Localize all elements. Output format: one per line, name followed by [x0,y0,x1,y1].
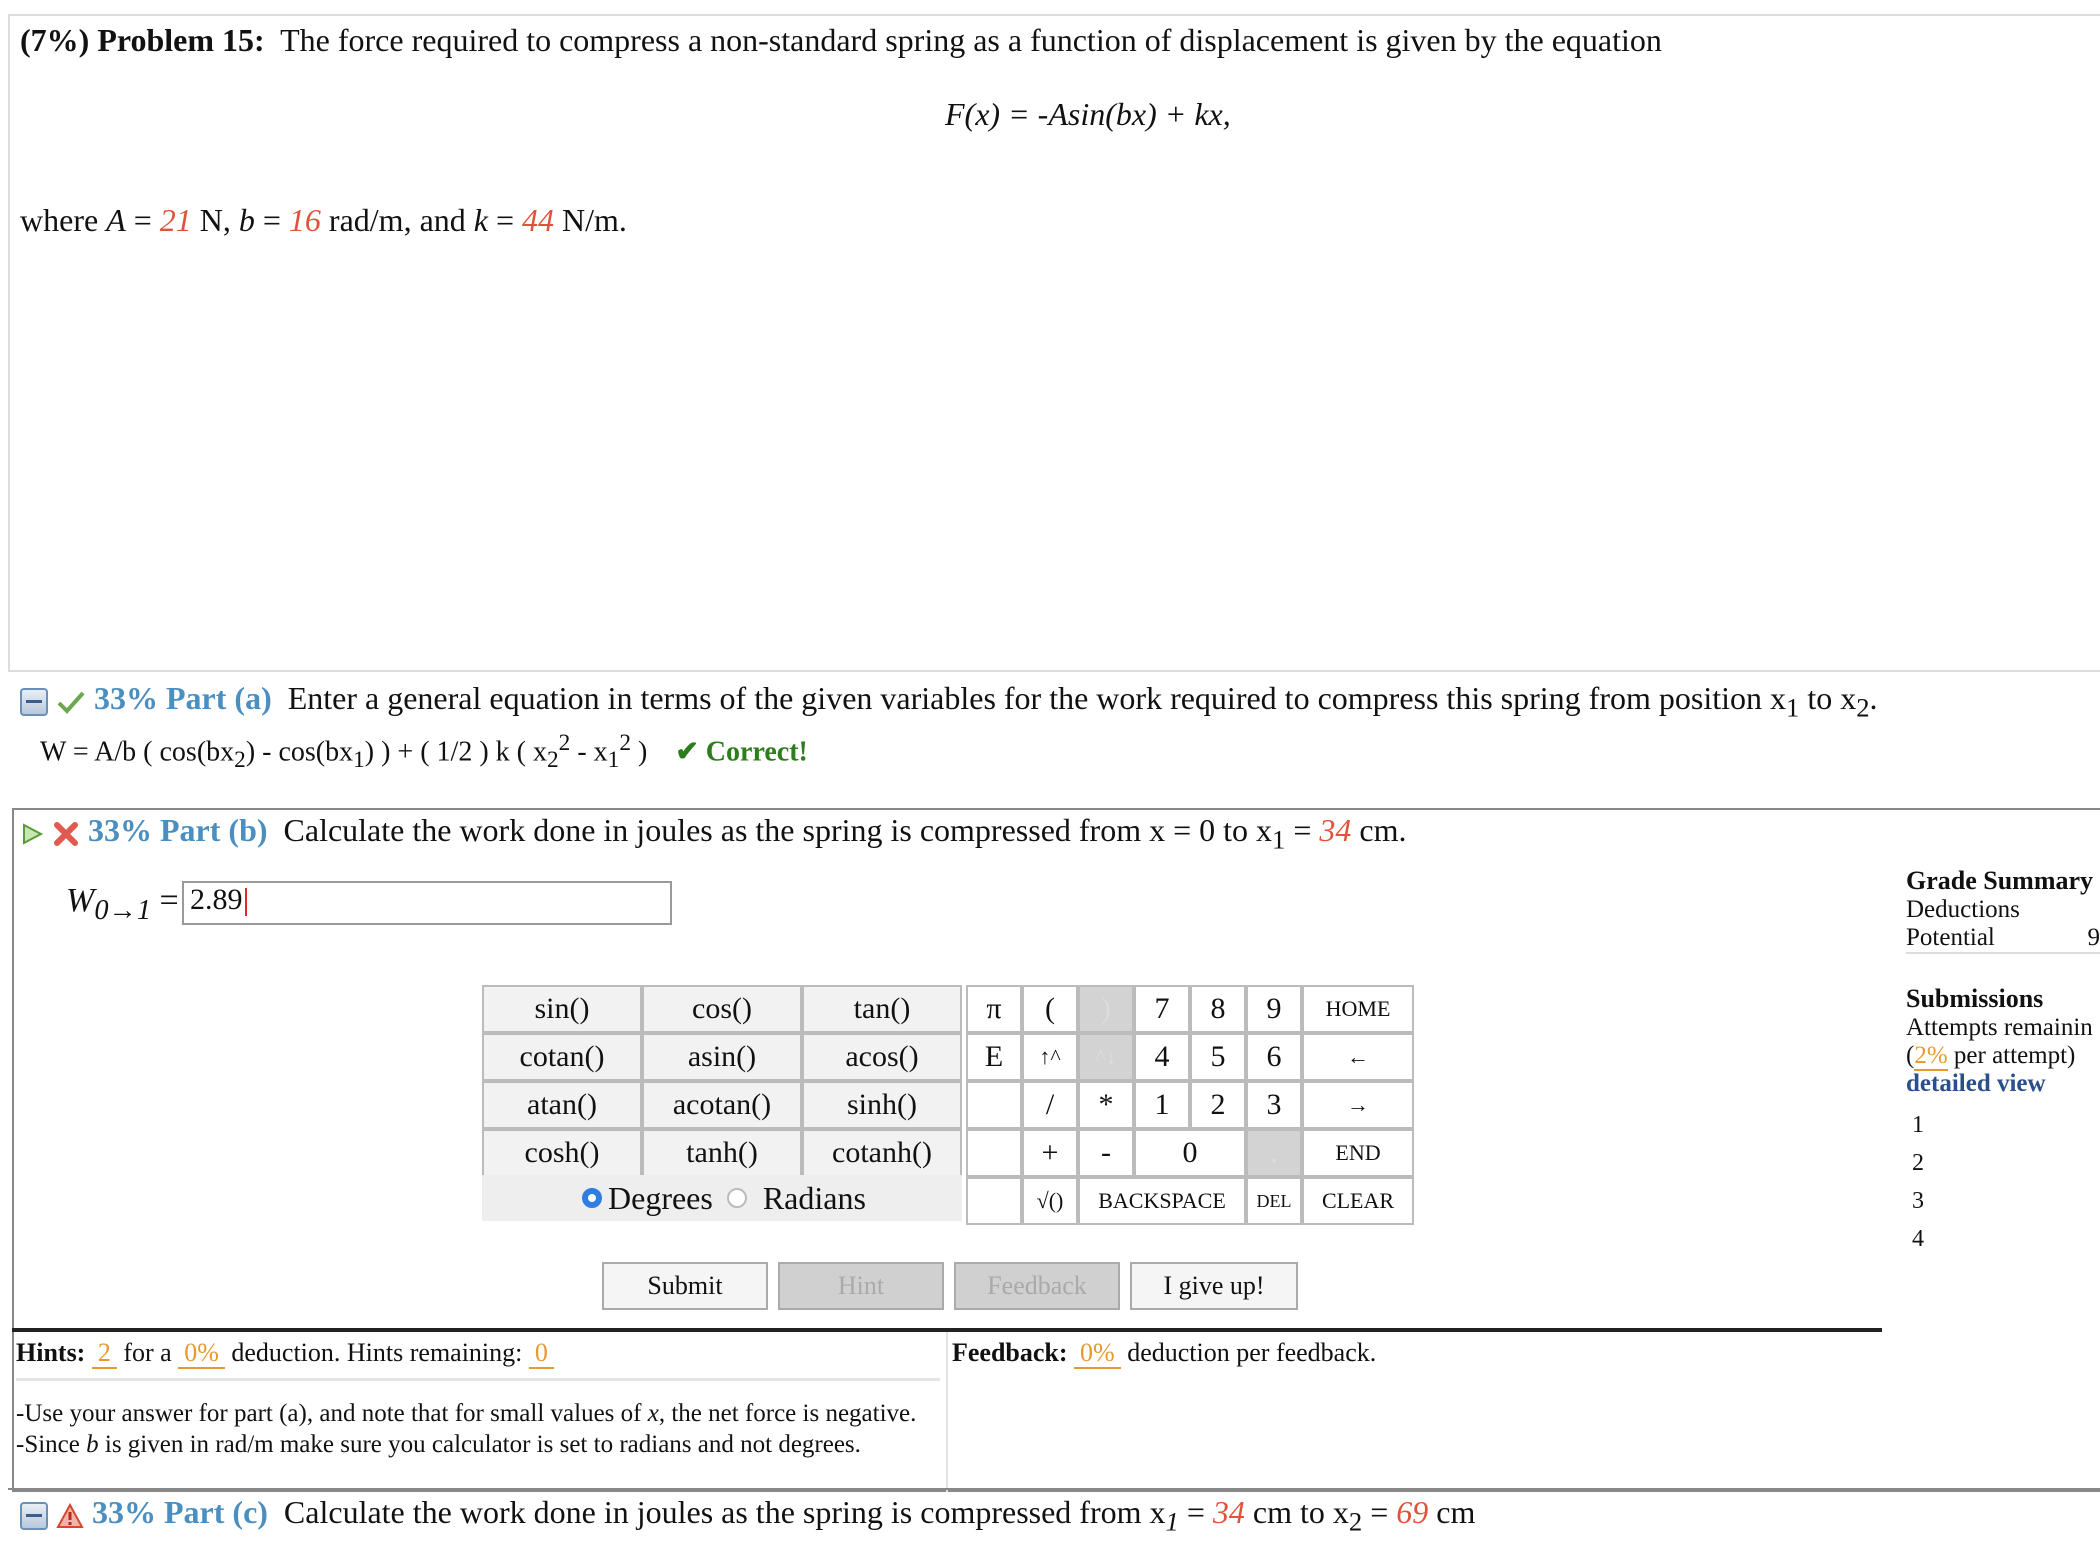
key-cosh[interactable]: cosh() [482,1129,642,1177]
per-attempt-open: ( [1906,1042,1914,1069]
sub: 1 [1786,692,1799,722]
attempt-row: 1 [1906,1112,2100,1150]
key-2[interactable]: 2 [1190,1081,1246,1129]
b-label: b [239,202,255,238]
part-c-label: Part (c) [164,1494,268,1530]
radians-label[interactable]: Radians [763,1180,866,1217]
part-a-header [20,680,1878,723]
k-unit: N/m. [554,202,627,238]
key-minus[interactable]: - [1078,1129,1134,1177]
sub: 2 [1856,692,1869,722]
degrees-label[interactable]: Degrees [608,1180,713,1217]
key-7[interactable]: 7 [1134,985,1190,1033]
key-down[interactable]: ^↓ [1078,1033,1134,1081]
hint-text: is given in rad/m make sure you calculator is set to radians and not degrees. [99,1431,861,1458]
sub: 2 [234,747,246,773]
key-tan[interactable]: tan() [802,985,962,1033]
sup: 2 [619,730,631,756]
hint-button[interactable]: Hint [778,1262,944,1310]
key-cotanh[interactable]: cotanh() [802,1129,962,1177]
grade-summary-title: Grade Summary [1906,866,2100,896]
part-b-header [20,812,1407,855]
part-c-header [20,1494,1475,1537]
hint-text: , the net force is negative. [659,1400,917,1427]
part-b-percent: 33% [88,812,152,848]
key-e[interactable]: E [966,1033,1022,1081]
part-a-question: Enter a general equation in terms of the given variables for the work required to compress this spring from position x [288,680,1786,716]
key-cotan[interactable]: cotan() [482,1033,642,1081]
feedback-header [952,1338,1376,1368]
sub: 1 [1272,824,1285,854]
sup: 2 [559,730,571,756]
eq-sign: = [1179,1494,1213,1530]
hints-header [16,1338,554,1368]
where-prefix: where [20,202,106,238]
part-b-label: Part (b) [160,812,268,848]
key-asin[interactable]: asin() [642,1033,802,1081]
part-a-label: Part (a) [166,680,272,716]
key-sin[interactable]: sin() [482,985,642,1033]
collapse-icon[interactable] [20,688,48,716]
eq-sign: = [1362,1494,1396,1530]
per-attempt-pct: 2% [1914,1042,1947,1071]
a-unit: N, [192,202,239,238]
part-a-percent: 33% [94,680,158,716]
attempt-row: 3 [1906,1188,2100,1226]
part-a-to: to x [1799,680,1856,716]
key-multiply[interactable]: * [1078,1081,1134,1129]
potential-value: 9 [2088,924,2100,952]
hint-text: -Since [16,1431,86,1458]
work-variable-label [66,882,179,927]
key-right-paren[interactable]: ) [1078,985,1134,1033]
problem-weight: (7%) [20,22,89,58]
answer-input[interactable] [182,881,672,925]
answer-seg: - x [570,736,607,767]
collapse-icon[interactable] [20,1502,48,1530]
part-a-end: . [1870,680,1878,716]
key-left-paren[interactable]: ( [1022,985,1078,1033]
unit: cm. [1351,812,1406,848]
a-label: A [106,202,126,238]
deductions-label: Deductions [1906,896,2100,924]
attempt-row: 4 [1906,1226,2100,1264]
key-4[interactable]: 4 [1134,1033,1190,1081]
part-c-question: Calculate the work done in joules as the spring is compressed from x [284,1494,1166,1530]
key-sinh[interactable]: sinh() [802,1081,962,1129]
hints-list [16,1398,941,1460]
key-3[interactable]: 3 [1246,1081,1302,1129]
key-end[interactable]: END [1302,1129,1414,1177]
hints-remaining: 0 [529,1338,554,1369]
answer-seg: ) - cos(bx [246,736,353,767]
answer-seg: ) ) + ( 1/2 ) k ( x [365,736,547,767]
give-up-button[interactable]: I give up! [1130,1262,1298,1310]
detailed-view-link[interactable]: detailed view [1906,1070,2100,1098]
key-5[interactable]: 5 [1190,1033,1246,1081]
calculator-keypad [482,985,1414,1225]
key-plus[interactable]: + [1022,1129,1078,1177]
feedback-deduction: 0% [1074,1338,1121,1369]
hints-text: for a [117,1338,178,1367]
key-0[interactable]: 0 [1134,1129,1246,1177]
key-clear[interactable]: CLEAR [1302,1177,1414,1225]
key-9[interactable]: 9 [1246,985,1302,1033]
potential-row [1906,924,2100,954]
feedback-label: Feedback: [952,1338,1068,1367]
problem-statement: The force required to compress a non-standard spring as a function of displacement is given by the equation [280,22,1662,58]
angle-mode-selector [482,1175,962,1221]
eq-sign: = [488,202,522,238]
eq-sign: = [1285,812,1319,848]
eq-sign: = [255,202,289,238]
eq-sign: = [126,202,160,238]
key-blank [966,1177,1022,1225]
unit: cm [1428,1494,1475,1530]
key-acos[interactable]: acos() [802,1033,962,1081]
x-mark-icon [52,820,80,848]
hints-deduction: 0% [178,1338,225,1369]
key-acotan[interactable]: acotan() [642,1081,802,1129]
key-backspace[interactable]: BACKSPACE [1078,1177,1246,1225]
divider [946,1332,948,1492]
part-a-answer [40,730,808,774]
key-1[interactable]: 1 [1134,1081,1190,1129]
k-label: k [474,202,488,238]
degrees-radio[interactable] [582,1188,602,1208]
hints-text: deduction. Hints remaining: [225,1338,529,1367]
k-value: 44 [522,202,554,238]
key-atan[interactable]: atan() [482,1081,642,1129]
b-unit: rad/m, and [321,202,474,238]
sub: 1 [608,747,620,773]
divider [16,1378,940,1381]
part-c-percent: 33% [92,1494,156,1530]
per-attempt-close: per attempt) [1948,1042,2076,1069]
b-value: 16 [289,202,321,238]
hint-2 [16,1429,941,1460]
key-home[interactable]: HOME [1302,985,1414,1033]
part-b-question: Calculate the work done in joules as the spring is compressed from x = 0 to x [284,812,1273,848]
key-right-arrow[interactable]: → [1302,1081,1414,1129]
key-tanh[interactable]: tanh() [642,1129,802,1177]
key-decimal[interactable]: . [1246,1129,1302,1177]
play-icon[interactable] [20,822,44,846]
feedback-button[interactable]: Feedback [954,1262,1120,1310]
w-symbol: W [66,882,94,919]
key-up[interactable]: ↑^ [1022,1033,1078,1081]
problem-header [20,22,1662,59]
key-left-arrow[interactable]: ← [1302,1033,1414,1081]
key-sqrt[interactable]: √() [1022,1177,1078,1225]
key-divide[interactable]: / [1022,1081,1078,1129]
w-subscript: 0→1 [94,895,151,926]
key-del[interactable]: DEL [1246,1177,1302,1225]
per-attempt [1906,1042,2100,1070]
key-pi[interactable]: π [966,985,1022,1033]
attempt-list [1906,1112,2100,1262]
hint-var: x [648,1400,659,1427]
attempt-row: 2 [1906,1150,2100,1188]
key-8[interactable]: 8 [1190,985,1246,1033]
eq-sign: = [151,882,179,919]
part-c-mid: cm to x [1245,1494,1349,1530]
x2-value: 69 [1396,1494,1428,1530]
hint-text: -Use your answer for part (a), and note that for small values of [16,1400,648,1427]
radians-radio[interactable] [727,1188,747,1208]
submit-button[interactable]: Submit [602,1262,768,1310]
hints-count: 2 [92,1338,117,1369]
sub: 1 [1166,1506,1179,1536]
potential-label: Potential [1906,924,1995,952]
checkmark-icon [56,689,86,715]
given-values [20,202,627,239]
sub: 2 [1349,1506,1362,1536]
hint-var: b [86,1431,99,1458]
answer-seg: ) [631,736,647,767]
a-value: 21 [160,202,192,238]
x1-value: 34 [1319,812,1351,848]
key-6[interactable]: 6 [1246,1033,1302,1081]
sub: 2 [547,747,559,773]
grade-summary [1906,866,2100,1098]
correct-status: ✔ Correct! [675,736,808,767]
key-blank [966,1081,1022,1129]
feedback-text: deduction per feedback. [1121,1338,1377,1367]
sub: 1 [353,747,365,773]
answer-seg: W = A/b ( cos(bx [40,736,234,767]
answer-input-value: 2.89 [190,883,243,916]
key-cos[interactable]: cos() [642,985,802,1033]
force-equation: F(x) = -Asin(bx) + kx, [945,96,1231,133]
key-blank [966,1129,1022,1177]
hints-label: Hints: [16,1338,85,1367]
hint-1 [16,1398,941,1429]
text-caret [245,888,247,916]
submissions-title: Submissions [1906,984,2100,1014]
attempts-remaining: Attempts remainin [1906,1014,2100,1042]
problem-title: Problem 15: [97,22,264,58]
warning-icon [56,1503,84,1529]
x1-value: 34 [1213,1494,1245,1530]
